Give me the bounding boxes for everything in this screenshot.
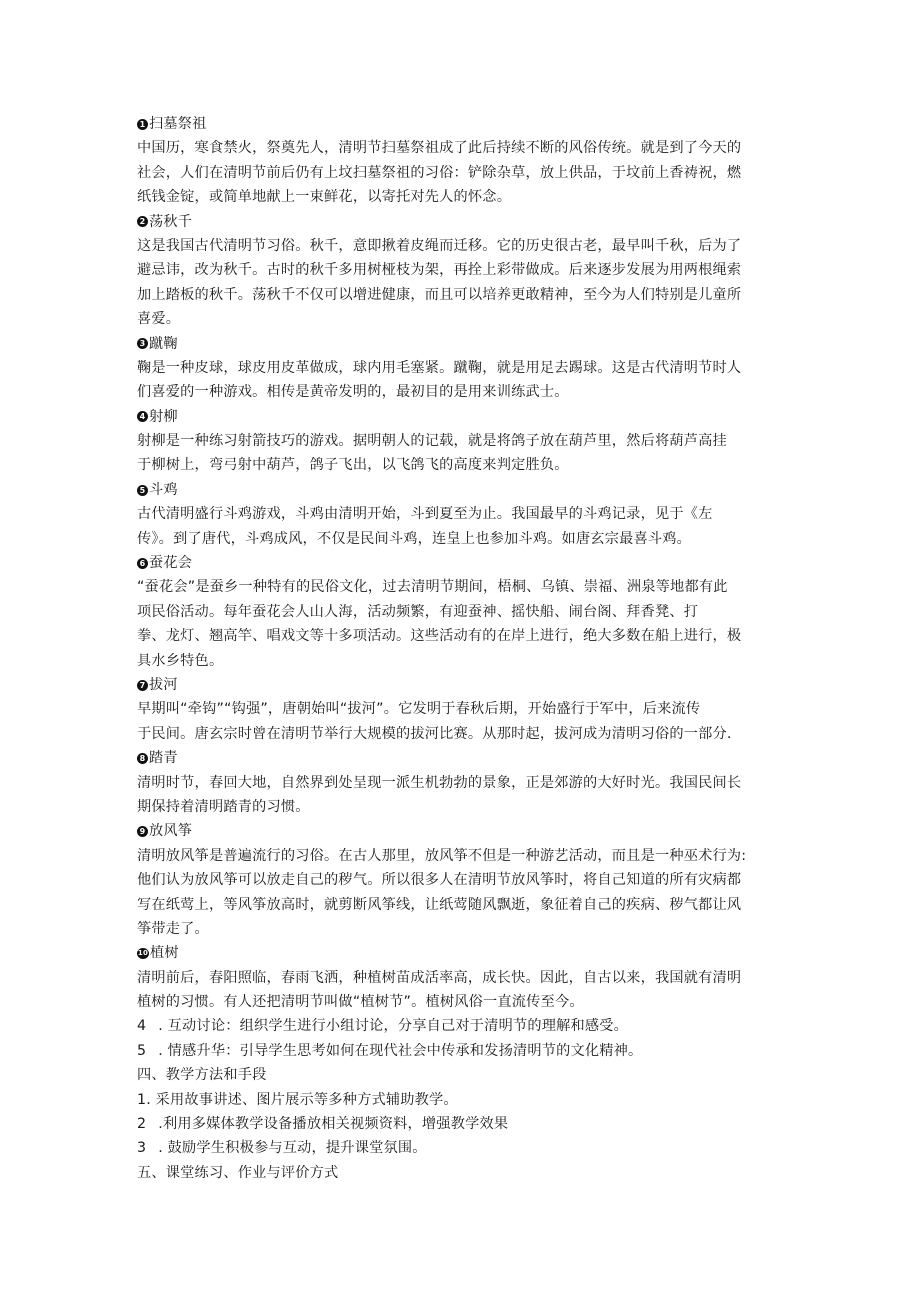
section-number-badge: 5	[137, 485, 148, 496]
section-heading	[137, 673, 785, 697]
paragraph-line: 喜爱。	[137, 311, 181, 328]
section-title: 斗鸡	[149, 481, 178, 498]
list-item	[137, 1161, 785, 1185]
document-body	[137, 112, 785, 1185]
section-title: 植树	[150, 945, 179, 962]
section-number-badge: 4	[137, 411, 148, 422]
list-item-text: 五、课堂练习、作业与评价方式	[137, 1164, 339, 1181]
paragraph-line: 植树的习惯。有人还把清明节叫做“植树节”。植树风俗一直流传至今。	[137, 994, 584, 1011]
list-item	[137, 1112, 785, 1136]
paragraph-line: 鞠是一种皮球，球皮用皮革做成，球内用毛塞紧。蹴鞠，就是用足去踢球。这是古代清明节时人	[137, 359, 742, 376]
section-title: 蚕花会	[149, 555, 193, 572]
section-number-badge: 1	[137, 119, 148, 130]
paragraph-line: 中国历，寒食禁火，祭奠先人，清明节扫墓祭祖成了此后持续不断的风俗传统。就是到了今天的	[137, 140, 742, 157]
list-item	[137, 1088, 785, 1112]
list-item-text: .利用多媒体教学设备播放相关视频资料，增强教学效果	[158, 1116, 509, 1133]
list-item-text: . 情感升华：引导学生思考如何在现代社会中传承和发扬清明节的文化精神。	[158, 1042, 643, 1059]
paragraph-line: 早期叫“牵钩”“钩强”，唐朝始叫“拔河”。它发明于春秋后期，开始盛行于军中，后来流传	[137, 701, 701, 718]
section-number-badge: 7	[137, 680, 148, 691]
paragraph-line: “蚕花会”是蚕乡一种特有的民俗文化，过去清明节期间，梧桐、乌镇、崇福、洲泉等地都有此	[137, 579, 728, 596]
section-title: 扫墓祭祖	[149, 116, 207, 132]
paragraph-line: 加上踏板的秋千。荡秋千不仅可以增进健康，而且可以培养更敢精神，至今为人们特别是儿童所	[137, 286, 742, 303]
section-number-badge: 8	[137, 753, 148, 764]
section-heading	[137, 819, 785, 843]
paragraph-line: 拳、龙灯、翘高竿、唱戏文等十多项活动。这些活动有的在岸上进行，绝大多数在船上进行，极	[137, 628, 742, 645]
paragraph-line: 清明前后，春阳照临，春雨飞洒，种植树苗成活率高，成长快。因此，自古以来，我国就有清明	[137, 969, 742, 986]
paragraph-line: 清明时节，春回大地，自然界到处呈现一派生机勃勃的景象，正是郊游的大好时光。我国民间长	[137, 774, 742, 791]
list-item-number: 5	[137, 1042, 147, 1059]
paragraph-line: 于民间。唐玄宗时曾在清明节举行大规模的拔河比赛。从那时起，拔河成为清明习俗的一部分.	[137, 725, 732, 742]
list-item-text: 四、教学方法和手段	[137, 1067, 267, 1084]
paragraph-line: 古代清明盛行斗鸡游戏，斗鸡由清明开始，斗到夏至为止。我国最早的斗鸡记录，见于《左	[137, 506, 713, 523]
paragraph-line: 他们认为放风筝可以放走自己的秽气。所以很多人在清明节放风筝时，将自己知道的所有灾病都	[137, 872, 742, 889]
list-item-text: . 鼓励学生积极参与互动，提升课堂氛围。	[158, 1140, 427, 1157]
list-item-text: 1. 采用故事讲述、图片展示等多种方式辅助教学。	[137, 1091, 458, 1108]
list-item	[137, 1063, 785, 1087]
paragraph-line: 清明放风筝是普遍流行的习俗。在古人那里，放风筝不但是一种游艺活动，而且是一种巫术行为:	[137, 847, 747, 864]
section-heading	[137, 405, 785, 429]
section-title: 放风筝	[149, 823, 193, 840]
paragraph-line: 这是我国古代清明节习俗。秋千，意即揪着皮绳而迁移。它的历史很古老，最早叫千秋，后为了	[137, 237, 742, 254]
section-number-badge: 9	[137, 826, 148, 837]
section-heading	[137, 112, 785, 136]
paragraph-line: 们喜爱的一种游戏。相传是黄帝发明的，最初目的是用来训练武士。	[137, 384, 569, 401]
list-item-text: . 互动讨论：组织学生进行小组讨论，分享自己对于清明节的理解和感受。	[158, 1018, 629, 1035]
section-title: 蹴鞠	[149, 335, 178, 352]
section-title: 拔河	[149, 676, 178, 693]
list-item	[137, 1136, 785, 1160]
section-number-badge: 6	[137, 558, 148, 569]
list-item-number: 2	[137, 1116, 147, 1133]
section-title: 荡秋千	[149, 213, 193, 230]
section-heading	[137, 941, 785, 965]
paragraph-line: 传》。到了唐代，斗鸡成风，不仅是民间斗鸡，连皇上也参加斗鸡。如唐玄宗最喜斗鸡。	[137, 530, 692, 547]
section-number-badge: 2	[137, 216, 148, 227]
paragraph-line: 避忌讳，改为秋千。古时的秋千多用树桠枝为架，再拴上彩带做成。后来逐步发展为用两根绳索	[137, 262, 742, 279]
paragraph-line: 于柳树上，弯弓射中葫芦，鸽子飞出，以飞鸽飞的高度来判定胜负。	[137, 457, 569, 474]
section-heading	[137, 210, 785, 234]
list-item-number: 3	[137, 1140, 147, 1157]
paragraph-line: 射柳是一种练习射箭技巧的游戏。据明朝人的记载，就是将鸽子放在葫芦里，然后将葫芦高挂	[137, 433, 727, 450]
paragraph-line: 筝带走了。	[137, 920, 209, 937]
section-title: 踏青	[149, 750, 178, 767]
section-title: 射柳	[149, 408, 178, 425]
section-heading	[137, 332, 785, 356]
section-heading	[137, 746, 785, 770]
section-number-badge: 10	[137, 948, 149, 957]
paragraph-line: 期保持着清明踏青的习惯。	[137, 798, 310, 815]
paragraph-line: 社会，人们在清明节前后仍有上坟扫墓祭祖的习俗：铲除杂草，放上供品，于坟前上香祷祝，燃	[137, 164, 742, 181]
list-item	[137, 1039, 785, 1063]
list-item-number: 4	[137, 1018, 147, 1035]
section-number-badge: 3	[137, 338, 148, 349]
paragraph-line: 具水乡特色。	[137, 652, 224, 669]
paragraph-line: 项民俗活动。每年蚕花会人山人海，活动频繁，有迎蚕神、摇快船、闹台阁、拜香凳、打	[137, 603, 699, 620]
list-item	[137, 1014, 785, 1038]
section-heading	[137, 551, 785, 575]
paragraph-line: 纸钱金锭，或简单地献上一束鲜花，以寄托对先人的怀念。	[137, 189, 512, 206]
section-heading	[137, 478, 785, 502]
paragraph-line: 写在纸莺上，等风筝放高时，就剪断风筝线，让纸莺随风飘逝，象征着自己的疾病、秽气都让风	[137, 896, 742, 913]
